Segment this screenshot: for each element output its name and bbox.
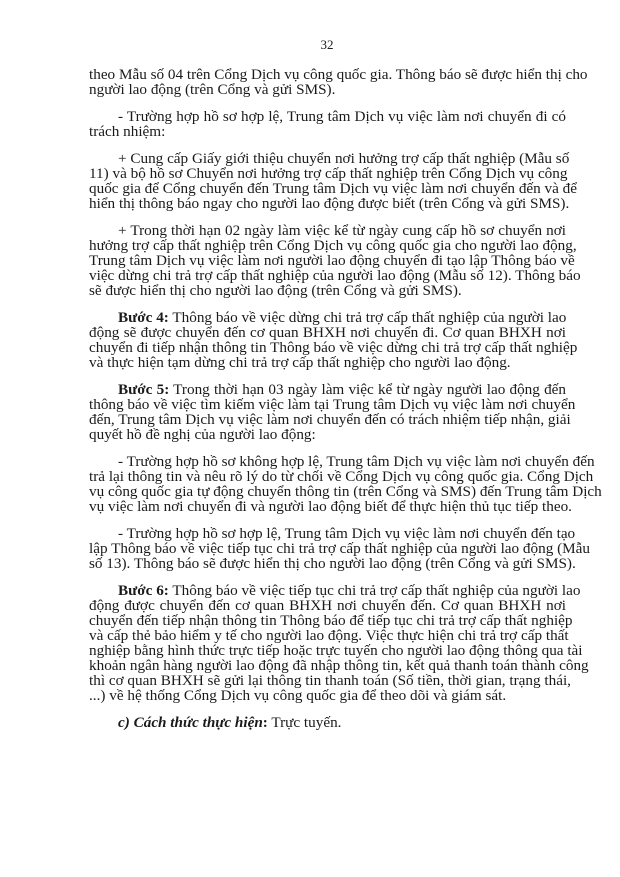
paragraph-valid-dossier-transfer-out <box>89 109 566 139</box>
paragraph-step-5 <box>89 381 576 443</box>
text-line: 11) và bộ hồ sơ Chuyển nơi hưởng trợ cấp thất nghiệp trên Cổng Dịch vụ công <box>89 165 568 182</box>
text-line: theo Mẫu số 04 trên Cổng Dịch vụ công quốc gia. Thông báo sẽ được hiển thị cho <box>89 66 588 83</box>
text-line: và cấp thẻ bảo hiểm y tế cho người lao động. Việc thực hiện chi trả trợ cấp thất <box>89 627 569 644</box>
text-line: trách nhiệm: <box>89 123 166 140</box>
text-line: hưởng trợ cấp thất nghiệp trên Cổng Dịch vụ công quốc gia cho người lao động, <box>89 237 577 254</box>
text-line: chuyển đi tiếp nhận thông tin Thông báo về việc dừng chi trả trợ cấp thất nghiệp <box>89 339 578 356</box>
step-text: Trong thời hạn 03 ngày làm việc kể từ ngày người lao động đến <box>169 381 566 398</box>
paragraph-step-6 <box>89 582 589 704</box>
text-line: động được chuyển đến cơ quan BHXH nơi chuyển đến. Cơ quan BHXH nơi <box>89 597 566 614</box>
text-line: động sẽ được chuyển đến cơ quan BHXH nơi chuyển đi. Cơ quan BHXH nơi <box>89 324 566 341</box>
text-line <box>89 310 566 325</box>
text-line <box>89 715 566 730</box>
document-body <box>89 66 602 742</box>
text-line: - Trường hợp hồ sơ hợp lệ, Trung tâm Dịch vụ việc làm nơi chuyển đi có <box>118 108 566 125</box>
text-line: nghiệp bằng hình thức trực tiếp hoặc trực tuyến cho người lao động thông qua tài <box>89 642 583 659</box>
paragraph-within-02-days <box>89 222 581 299</box>
text-line: - Trường hợp hồ sơ không hợp lệ, Trung tâm Dịch vụ việc làm nơi chuyển đến <box>118 453 595 470</box>
page-number: 32 <box>320 37 334 52</box>
step-label: Bước 5: <box>118 381 170 398</box>
step-label: Bước 4: <box>118 309 169 326</box>
text-line: việc dừng chi trả trợ cấp thất nghiệp của người lao động (Mẫu số 12). Thông báo <box>89 267 581 284</box>
text-line: hiển thị thông báo ngay cho người lao động được biết (trên Cổng và gửi SMS). <box>89 195 570 212</box>
text-line: ...) về hệ thống Cổng Dịch vụ công quốc gia để theo dõi và giám sát. <box>89 687 507 704</box>
text-line: khoản ngân hàng người lao động đã nhập thông tin, kết quả thanh toán thành công <box>89 657 589 674</box>
text-line: thông báo về việc tìm kiếm việc làm tại Trung tâm Dịch vụ việc làm nơi chuyển <box>89 396 576 413</box>
text-line: + Trong thời hạn 02 ngày làm việc kể từ ngày cung cấp hồ sơ chuyển nơi <box>118 222 566 239</box>
text-line: đến, Trung tâm Dịch vụ việc làm nơi chuyển đến có trách nhiệm tiếp nhận, giải <box>89 411 571 428</box>
step-text: Thông báo về việc tiếp tục chi trả trợ cấp thất nghiệp của người lao <box>168 582 581 599</box>
text-line: thì cơ quan BHXH sẽ gửi lại thông tin thanh toán (Số tiền, thời gian, trạng thái, <box>89 672 571 689</box>
paragraph-provide-referral <box>89 150 578 212</box>
step-text: Thông báo về việc dừng chi trả trợ cấp thất nghiệp của người lao <box>168 309 567 326</box>
step-label: Bước 6: <box>118 582 169 599</box>
text-line: trả lại thông tin và nêu rõ lý do từ chối về Cổng Dịch vụ công quốc gia. Cổng Dịch <box>89 468 594 485</box>
paragraph-method-of-implementation <box>89 715 566 730</box>
text-line: Trung tâm Dịch vụ việc làm nơi người lao động chuyển đi tạo lập Thông báo về <box>89 252 575 269</box>
text-line: và thực hiện tạm dừng chi trả trợ cấp thất nghiệp cho người lao động. <box>89 354 511 371</box>
text-line: vụ công quốc gia tự động chuyển thông tin (trên Cổng và SMS) đến Trung tâm Dịch <box>89 483 602 500</box>
text-line: người lao động (trên Cổng và gửi SMS). <box>89 81 336 98</box>
text-line: + Cung cấp Giấy giới thiệu chuyển nơi hưởng trợ cấp thất nghiệp (Mẫu số <box>118 150 570 167</box>
text-line: lập Thông báo về việc tiếp tục chi trả trợ cấp thất nghiệp của người lao động (Mẫu <box>89 540 591 557</box>
section-heading-colon: : <box>262 714 268 731</box>
text-line: - Trường hợp hồ sơ hợp lệ, Trung tâm Dịch vụ việc làm nơi chuyển đến tạo <box>118 525 576 542</box>
paragraph-invalid-dossier <box>89 453 602 515</box>
text-line: chuyển đến tiếp nhận thông tin Thông báo để tiếp tục chi trả trợ cấp thất nghiệp <box>89 612 573 629</box>
text-line: quyết hồ đề nghị của người lao động: <box>89 426 316 443</box>
section-text: Trực tuyến. <box>267 714 342 731</box>
text-line <box>89 382 566 397</box>
text-line <box>89 582 581 599</box>
text-line: quốc gia để Cổng chuyển đến Trung tâm Dịch vụ việc làm nơi chuyển đến và để <box>89 180 578 197</box>
paragraph-valid-dossier-transfer-in <box>89 525 591 572</box>
text-line: số 13). Thông báo sẽ được hiển thị cho người lao động (trên Cổng và gửi SMS). <box>89 555 576 572</box>
paragraph-step-4 <box>89 309 578 371</box>
paragraph-continuation <box>89 66 588 98</box>
text-line: sẽ được hiển thị cho người lao động (trên Cổng và gửi SMS). <box>89 282 462 299</box>
section-heading: c) Cách thức thực hiện <box>118 714 263 731</box>
text-line: vụ việc làm nơi chuyển đi và người lao động biết để thực hiện thủ tục tiếp theo. <box>89 498 572 515</box>
